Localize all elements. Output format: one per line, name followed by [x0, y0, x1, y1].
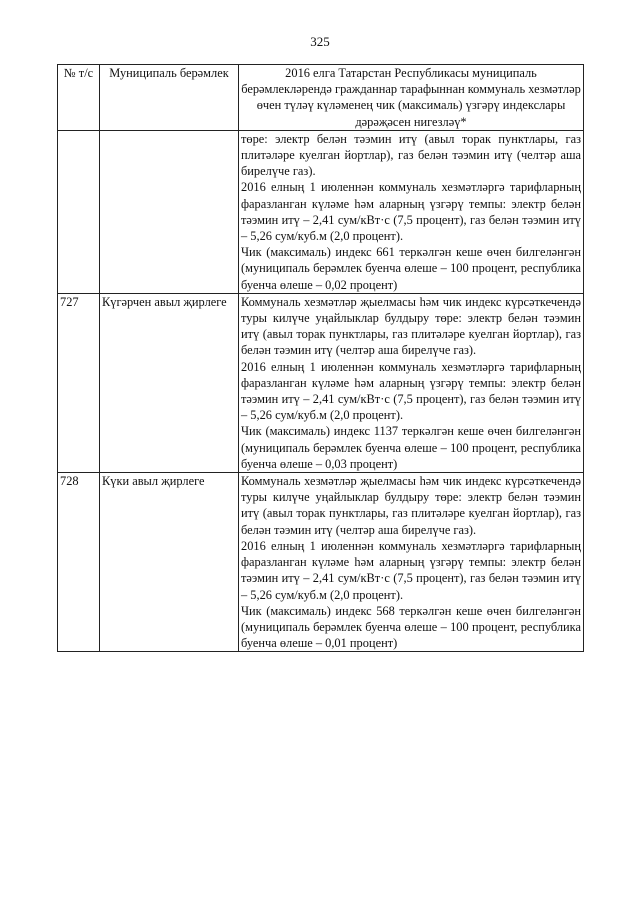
description-paragraph: Коммуналь хезмәтләр җыелмасы һәм чик индекс күрсәткечендә туры килүче уңайлыклар булдыру төре: электр белән тәэмин итү (авыл торак пунктлары, газ плитәләре куелган йортлар), газ белән тәэмин итү (челтәр аша бирелүче газ).: [241, 474, 581, 537]
tariff-index-table: [57, 64, 584, 652]
cell-number: 728: [58, 473, 100, 652]
cell-description: [239, 473, 584, 652]
table-row: [58, 473, 584, 652]
description-paragraph: төре: электр белән тәэмин итү (авыл торак пунктлары, газ плитәләре куелган йортлар), газ белән тәэмин итү (челтәр аша бирелүче газ).: [241, 131, 581, 179]
header-number: № т/с: [58, 65, 100, 131]
description-paragraph: Чик (максималь) индекс 568 теркәлгән кеше өчен билгеләнгән (муниципаль берәмлек буенча өлеше – 100 процент, республика буенча өлеше – 0,01 процент): [241, 603, 581, 651]
description-paragraph: Чик (максималь) индекс 661 теркәлгән кеше өчен билгеләнгән (муниципаль берәмлек буенча өлеше – 100 процент, республика буенча өлеше – 0,02 процент): [241, 245, 581, 292]
description-paragraph: 2016 елның 1 июленнән коммуналь хезмәтләргә тарифларның фаразланган күләме һәм аларның үзгәрү темпы: электр белән тәэмин итү – 2,41 сум/кВт·с (7,5 процент), газ белән тәэмин итү – 5,26 сум/куб.м (2,0 процент).: [241, 359, 581, 423]
cell-municipality: Күки авыл җирлеге: [100, 473, 239, 652]
table-row-continued: [58, 130, 584, 293]
page-number: 325: [310, 34, 330, 49]
cell-description: [239, 130, 584, 293]
header-description: 2016 елга Татарстан Республикасы муниципаль берәмлекләрендә гражданнар тарафыннан коммуналь хезмәтләр өчен түләү күләменең чик (максималь) үзгәрү индекслары дәрәҗәсен нигезләү*: [239, 65, 584, 131]
description-paragraph: Чик (максималь) индекс 1137 теркәлгән кеше өчен билгеләнгән (муниципаль берәмлек буенча өлеше – 100 процент, республика буенча өлеше – 0,03 процент): [241, 424, 581, 471]
description-paragraph: Коммуналь хезмәтләр җыелмасы һәм чик индекс күрсәткечендә туры килүче уңайлыклар булдыру төре: электр белән тәэмин итү (авыл торак пунктлары, газ плитәләре куелган йортлар), газ белән тәэмин итү (челтәр аша бирелүче газ).: [241, 294, 581, 358]
table-header-row: [58, 65, 584, 131]
header-municipality: Муниципаль берәмлек: [100, 65, 239, 131]
cell-municipality-empty: [100, 130, 239, 293]
table-row: [58, 293, 584, 472]
cell-number: 727: [58, 293, 100, 472]
description-paragraph: 2016 елның 1 июленнән коммуналь хезмәтләргә тарифларның фаразланган күләме һәм аларның үзгәрү темпы: электр белән тәэмин итү – 2,41 сум/кВт·с (7,5 процент), газ белән тәэмин итү – 5,26 сум/куб.м (2,0 процент).: [241, 180, 581, 244]
cell-number-empty: [58, 130, 100, 293]
description-paragraph: 2016 елның 1 июленнән коммуналь хезмәтләргә тарифларның фаразланган күләме һәм аларның үзгәрү темпы: электр белән тәэмин итү – 2,41 сум/кВт·с (7,5 процент), газ белән тәэмин итү – 5,26 сум/куб.м (2,0 процент).: [241, 538, 581, 602]
cell-municipality: Күгәрчен авыл җирлеге: [100, 293, 239, 472]
cell-description: [239, 293, 584, 472]
